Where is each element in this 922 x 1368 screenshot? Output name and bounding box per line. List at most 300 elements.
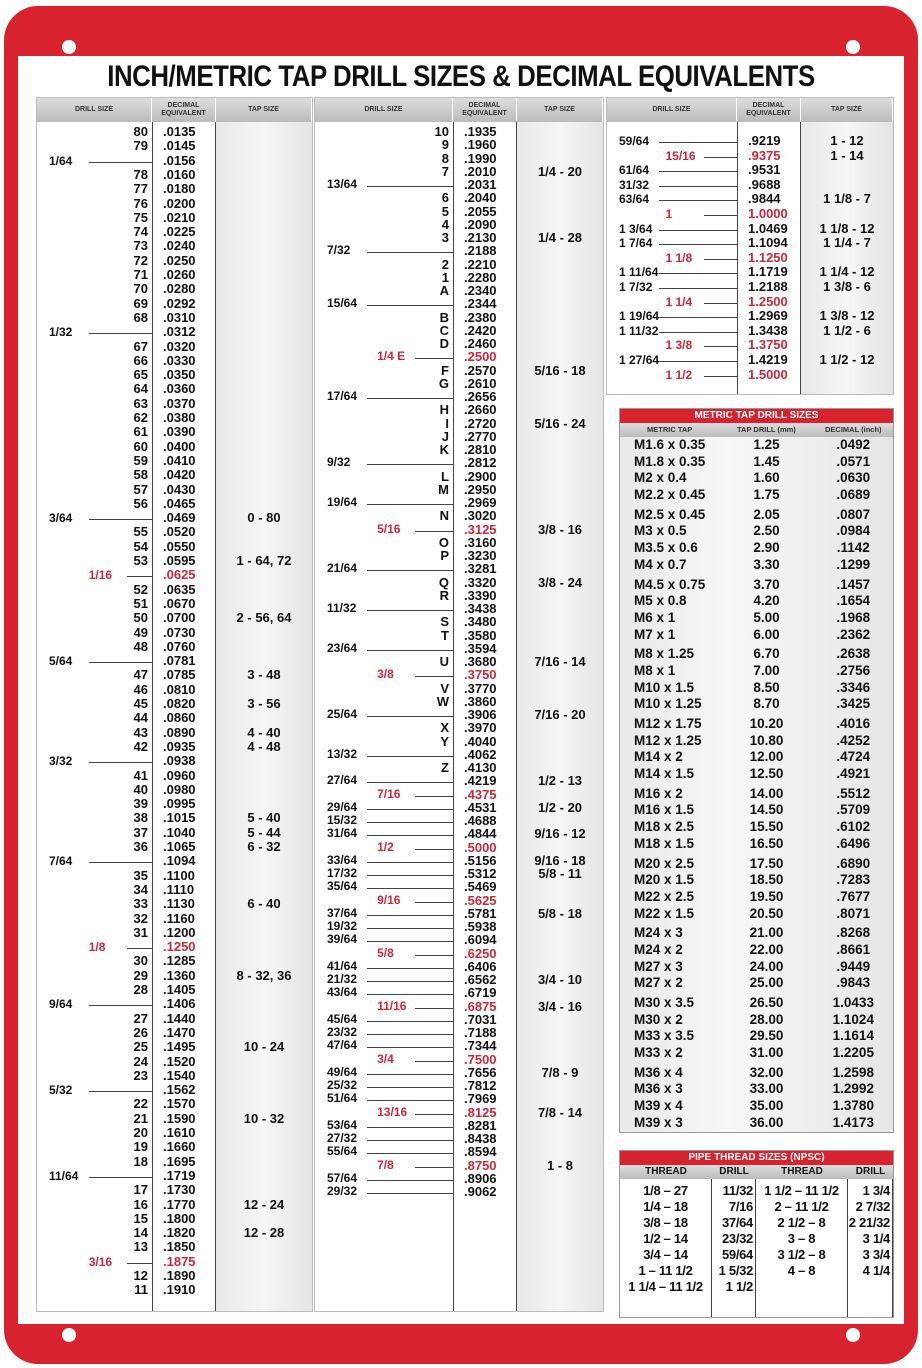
drill-size-label: T <box>441 627 449 643</box>
drill-size-label: 76 <box>133 195 148 211</box>
drill-size-label: 67 <box>133 338 148 354</box>
decimal-inch: .0492 <box>836 437 871 452</box>
metric-row <box>620 1115 893 1132</box>
tap-size-value: 0 - 80 <box>247 510 281 526</box>
metric-tap: M39 x 3 <box>634 1114 683 1130</box>
metric-row <box>620 487 893 504</box>
metric-row <box>620 557 893 574</box>
decimal-value: .2031 <box>464 177 497 192</box>
decimal-value: .1935 <box>464 124 497 139</box>
decimal-value: .3020 <box>464 508 497 524</box>
drill-size-label: 1/64 <box>49 153 73 168</box>
header-drill: DRILL SIZE <box>315 98 453 122</box>
drill-size-label: 13/64 <box>327 177 358 191</box>
metric-row <box>620 437 893 454</box>
metric-col-header: METRIC TAP <box>646 425 693 434</box>
decimal-value: .2380 <box>464 309 497 325</box>
tap-drill-mm: 10.80 <box>749 732 784 748</box>
drill-size-label: X <box>440 720 449 736</box>
decimal-value: 1.0469 <box>748 220 788 236</box>
metric-row <box>620 610 893 627</box>
decimal-value: 1.1250 <box>748 249 788 265</box>
decimal-value: .0145 <box>163 138 196 154</box>
tap-drill-mm: 10.20 <box>749 716 784 731</box>
decimal-inch: 1.0433 <box>832 995 874 1010</box>
mount-hole <box>846 1328 860 1342</box>
drill-size-label: 48 <box>133 638 148 654</box>
decimal-value: .0380 <box>163 410 196 425</box>
decimal-inch: .4252 <box>836 732 871 748</box>
decimal-value: .0625 <box>163 567 196 583</box>
decimal-value: .0465 <box>163 495 196 511</box>
drill-size-label: 5/32 <box>49 1083 73 1098</box>
drill-size-label: 5/16 <box>377 521 401 536</box>
decimal-value: .5938 <box>464 919 497 934</box>
decimal-value: .1990 <box>464 150 497 166</box>
tap-size-value: 1/2 - 20 <box>537 799 583 815</box>
decimal-value: .1540 <box>163 1067 196 1083</box>
decimal-value: .0670 <box>163 595 196 611</box>
decimal-value: .1610 <box>163 1125 196 1140</box>
decimal-value: .4375 <box>464 786 497 802</box>
metric-tap: M30 x 3.5 <box>634 995 695 1010</box>
drill-size-label: 15/16 <box>665 148 696 163</box>
drill-size-label: 70 <box>133 281 148 297</box>
pipe-drill: 4 1/4 <box>862 1263 890 1278</box>
drill-group-1 <box>36 97 313 1312</box>
drill-size-label: 1 1/8 <box>665 250 693 265</box>
pipe-thread: 1 1/2 – 11 1/2 <box>764 1183 839 1198</box>
drill-size-label: 57 <box>133 481 148 497</box>
tap-drill-mm: 36.00 <box>749 1114 784 1130</box>
drill-size-label: 7/16 <box>377 786 401 801</box>
decimal-inch: .1299 <box>836 556 871 572</box>
header-decimal: DECIMAL EQUIVALENT <box>737 98 801 122</box>
drill-size-label: W <box>436 693 449 709</box>
decimal-value: .1360 <box>163 967 196 983</box>
tap-drill-mm: 2.50 <box>753 523 780 539</box>
tap-drill-mm: 18.50 <box>749 872 784 888</box>
decimal-value: .1470 <box>163 1024 196 1040</box>
drill-size-label: 5 <box>441 203 449 219</box>
tap-drill-mm: 21.00 <box>749 925 784 941</box>
drill-size-label: 29/32 <box>327 1184 358 1198</box>
drill-size-label: 1 <box>441 269 449 285</box>
metric-tap: M18 x 1.5 <box>634 835 695 851</box>
drill-size-label: 36 <box>133 839 148 854</box>
column-header <box>315 98 603 122</box>
drill-size-label: N <box>439 508 449 524</box>
tap-drill-mm: 2.05 <box>753 506 780 522</box>
decimal-inch: .5709 <box>836 802 871 818</box>
metric-row <box>620 819 893 836</box>
metric-row <box>620 696 893 713</box>
metric-tap: M33 x 2 <box>634 1045 683 1061</box>
decimal-value: .1562 <box>163 1082 196 1098</box>
decimal-value: .8906 <box>464 1170 497 1186</box>
drill-size-label: 35 <box>133 867 148 883</box>
drill-size-label: 59 <box>133 452 148 468</box>
tap-drill-mm: 14.50 <box>749 802 784 818</box>
drill-size-label: 1/8 <box>88 940 106 955</box>
drill-size-label: L <box>441 468 449 484</box>
tap-drill-mm: 25.00 <box>749 975 784 991</box>
metric-row <box>620 975 893 992</box>
pipe-drill: 1 3/4 <box>862 1183 890 1198</box>
decimal-value: .1660 <box>163 1139 196 1155</box>
tap-size-column <box>801 122 893 394</box>
decimal-value: .4130 <box>464 760 497 775</box>
decimal-value: .8281 <box>464 1117 497 1133</box>
tap-drill-mm: 1.60 <box>753 470 780 486</box>
metric-row <box>620 872 893 889</box>
decimal-value: .3281 <box>464 561 497 577</box>
decimal-value: .6719 <box>464 985 497 1001</box>
metric-row <box>620 836 893 853</box>
decimal-value: .0700 <box>163 610 196 626</box>
decimal-value: .1250 <box>163 939 196 955</box>
tap-size-value: 7/16 - 20 <box>534 707 586 722</box>
drill-size-label: Q <box>438 574 449 590</box>
drill-size-label: 29/64 <box>327 799 358 814</box>
drill-size-label: 25/32 <box>327 1078 358 1092</box>
drill-size-label: 63 <box>133 395 148 411</box>
metric-row <box>620 733 893 750</box>
drill-size-label: 17/32 <box>327 866 358 880</box>
decimal-inch: .0984 <box>836 523 871 539</box>
table-body <box>607 122 893 394</box>
drill-size-label: 43/64 <box>327 985 358 1000</box>
decimal-value: .0160 <box>163 166 196 182</box>
decimal-value: .0860 <box>163 710 196 726</box>
decimal-value: 1.3438 <box>748 322 788 338</box>
tap-drill-mm: 4.20 <box>753 593 780 609</box>
drill-size-label: 3/4 <box>377 1051 394 1066</box>
metric-row <box>620 802 893 819</box>
decimal-value: .9531 <box>748 162 781 178</box>
pipe-drill: 7/16 <box>728 1199 753 1214</box>
decimal-value: .1405 <box>163 982 196 997</box>
mount-hole <box>846 40 860 54</box>
pipe-col-header: DRILL <box>719 1166 749 1177</box>
decimal-value: .0595 <box>163 553 196 568</box>
metric-tap: M14 x 2 <box>634 749 683 765</box>
tap-size-value: 7/8 - 9 <box>541 1064 579 1080</box>
tap-drill-mm: 2.90 <box>753 540 780 556</box>
header-drill: DRILL SIZE <box>607 98 737 122</box>
decimal-value: .1285 <box>163 953 196 969</box>
decimal-value: .6094 <box>464 932 497 948</box>
metric-tap: M20 x 2.5 <box>634 855 695 871</box>
decimal-value: .0135 <box>163 124 196 139</box>
decimal-value: .3160 <box>464 534 497 550</box>
metric-row <box>620 523 893 540</box>
drill-size-label: 43 <box>133 724 148 740</box>
decimal-value: 1.2969 <box>748 308 788 324</box>
tap-size-value: 3 - 48 <box>247 667 281 683</box>
drill-size-label: 23/32 <box>327 1025 358 1039</box>
drill-size-label: 27 <box>133 1010 148 1026</box>
decimal-value: .0938 <box>163 753 196 769</box>
drill-size-label: 23/64 <box>327 640 358 655</box>
pipe-thread-column <box>756 1179 848 1317</box>
pipe-thread: 1/8 – 27 <box>643 1183 688 1198</box>
drill-size-label: 27/32 <box>327 1131 358 1145</box>
drill-size-label: 31/64 <box>327 826 358 841</box>
decimal-value: .6875 <box>464 998 497 1014</box>
decimal-value: .2610 <box>464 375 497 391</box>
decimal-value: .6406 <box>464 958 497 974</box>
decimal-value: .0350 <box>163 367 196 383</box>
drill-size-label: 22 <box>133 1096 148 1112</box>
decimal-inch: .1457 <box>836 576 871 592</box>
decimal-value: .1875 <box>163 1253 196 1269</box>
decimal-value: .4531 <box>464 799 497 815</box>
metric-body <box>620 437 893 1132</box>
decimal-inch: .0571 <box>836 453 871 469</box>
page-title: INCH/METRIC TAP DRILL SIZES & DECIMAL EQUIVALENTS <box>107 60 815 93</box>
pipe-drill: 1 1/2 <box>725 1279 753 1294</box>
drill-size-label: 61/64 <box>619 163 650 178</box>
drill-size-label: 57/64 <box>327 1170 358 1185</box>
drill-size-label: 34 <box>133 881 148 897</box>
drill-size-label: 66 <box>133 352 148 368</box>
decimal-value: .2188 <box>464 243 497 259</box>
tap-size-value: 1 - 64, 72 <box>236 553 292 568</box>
decimal-inch: .6102 <box>836 819 871 835</box>
metric-tap: M2 x 0.4 <box>634 470 687 486</box>
decimal-value: .7656 <box>464 1064 497 1080</box>
metric-tap: M6 x 1 <box>634 609 676 625</box>
decimal-value: .9688 <box>748 176 781 192</box>
drill-size-label: 25/64 <box>327 707 358 721</box>
tap-drill-mm: 31.00 <box>749 1045 784 1061</box>
decimal-value: .3680 <box>464 654 497 669</box>
decimal-value: .3906 <box>464 707 497 722</box>
column-header <box>37 98 312 122</box>
drill-size-label: 29 <box>133 967 148 983</box>
metric-row <box>620 766 893 783</box>
pipe-drill-column <box>712 1179 756 1317</box>
metric-header <box>620 423 893 437</box>
decimal-inch: 1.1024 <box>832 1011 874 1027</box>
decimal-value: .2010 <box>464 163 497 179</box>
decimal-value: .1590 <box>163 1110 196 1126</box>
tap-size-value: 1 1/8 - 12 <box>819 220 875 236</box>
drill-size-label: 1 1/4 <box>665 294 693 309</box>
decimal-value: .0469 <box>163 510 196 526</box>
metric-tap: M24 x 2 <box>634 941 683 957</box>
drill-size-label: 38 <box>133 810 148 826</box>
metric-tap: M39 x 4 <box>634 1098 683 1114</box>
metric-table <box>619 408 894 1133</box>
drill-size-label: 13/16 <box>377 1104 408 1119</box>
pipe-drill: 2 7/32 <box>855 1199 890 1214</box>
drill-size-label: 31/32 <box>619 177 650 192</box>
metric-tap: M4.5 x 0.75 <box>634 576 706 592</box>
drill-size-label: R <box>439 587 449 603</box>
pipe-drill: 11/32 <box>722 1183 753 1198</box>
drill-size-label: 47 <box>133 667 148 683</box>
mount-hole <box>62 1328 76 1342</box>
decimal-value: .3390 <box>464 587 497 603</box>
decimal-inch: .6496 <box>836 835 871 851</box>
metric-row <box>620 540 893 557</box>
drill-size-label: 3/16 <box>88 1254 113 1269</box>
drill-size-label: S <box>440 614 449 630</box>
tap-drill-mm: 1.25 <box>753 437 780 452</box>
decimal-value: .0410 <box>163 452 196 468</box>
drill-size-label: 62 <box>133 410 148 425</box>
drill-size-label: 69 <box>133 295 148 311</box>
pipe-drill: 3 1/4 <box>862 1231 890 1246</box>
drill-size-label: 28 <box>133 982 148 997</box>
drill-size-label: 9 <box>441 137 449 153</box>
decimal-value: .4844 <box>464 826 497 842</box>
metric-tap: M8 x 1.25 <box>634 646 695 662</box>
decimal-value: .1406 <box>163 996 196 1012</box>
decimal-value: .9375 <box>748 147 781 163</box>
decimal-value: .1730 <box>163 1182 196 1198</box>
header-drill: DRILL SIZE <box>37 98 152 122</box>
drill-size-label: 56 <box>133 495 148 511</box>
decimal-value: .1570 <box>163 1096 196 1112</box>
decimal-value: .0390 <box>163 424 196 440</box>
metric-row <box>620 1028 893 1045</box>
decimal-value: .2420 <box>464 322 497 338</box>
decimal-value: .0312 <box>163 324 196 340</box>
drill-size-label: 9/64 <box>49 997 73 1012</box>
decimal-inch: 1.2992 <box>832 1081 874 1097</box>
metric-row <box>620 889 893 906</box>
decimal-value: .2900 <box>464 468 497 484</box>
tap-drill-mm: 28.00 <box>749 1011 784 1027</box>
decimal-value: 1.1719 <box>748 264 788 280</box>
decimal-value: .7031 <box>464 1011 497 1027</box>
decimal-value: .0310 <box>163 309 196 325</box>
decimal-value: .8438 <box>464 1131 497 1146</box>
decimal-value: .3125 <box>464 521 497 537</box>
pipe-thread: 1 1/4 – 11 1/2 <box>628 1279 703 1294</box>
drill-size-label: 53/64 <box>327 1117 358 1132</box>
drill-size-label: 73 <box>133 238 148 254</box>
drill-size-label: 8 <box>441 150 449 166</box>
decimal-value: .0890 <box>163 724 196 740</box>
decimal-value: .3750 <box>464 667 497 683</box>
drill-size-label: 51 <box>133 595 148 611</box>
decimal-value: .3594 <box>464 640 497 656</box>
decimal-value: .2500 <box>464 349 497 365</box>
decimal-value: .0935 <box>163 738 196 754</box>
decimal-value: .1160 <box>163 910 195 926</box>
decimal-inch: .8268 <box>836 925 871 941</box>
decimal-value: .4688 <box>464 813 497 828</box>
decimal-value: .1015 <box>163 810 196 826</box>
metric-tap: M33 x 3.5 <box>634 1028 695 1044</box>
metric-row <box>620 646 893 663</box>
decimal-value: .1040 <box>163 824 196 840</box>
drill-size-label: G <box>438 375 449 391</box>
drill-size-label: 11/32 <box>327 601 357 615</box>
drill-size-label: 19 <box>133 1139 148 1155</box>
drill-size-label: 11/64 <box>49 1168 79 1183</box>
drill-size-label: 14 <box>133 1225 148 1241</box>
decimal-inch: .0689 <box>836 487 871 503</box>
metric-tap: M30 x 2 <box>634 1011 683 1027</box>
drill-size-label: 3/32 <box>49 754 73 769</box>
tap-size-value: 5 - 44 <box>247 824 281 840</box>
drill-size-label: 35/64 <box>327 879 358 894</box>
decimal-value: .0320 <box>163 338 196 354</box>
decimal-value: .0995 <box>163 796 196 812</box>
decimal-value: .3320 <box>464 574 497 590</box>
tap-size-value: 8 - 32, 36 <box>236 967 292 983</box>
tap-size-value: 3 - 56 <box>247 696 281 711</box>
decimal-value: .1495 <box>163 1039 196 1055</box>
decimal-value: .9844 <box>748 191 781 207</box>
drill-size-label: 80 <box>133 124 148 139</box>
metric-row <box>620 716 893 733</box>
tap-size-column <box>216 122 312 1311</box>
drill-size-label: 52 <box>133 581 148 597</box>
decimal-inch: .9449 <box>836 958 871 974</box>
tap-size-value: 10 - 24 <box>243 1039 285 1055</box>
decimal-value: .1770 <box>163 1196 196 1212</box>
metric-row <box>620 925 893 942</box>
drill-size-label: 33/64 <box>327 852 358 867</box>
decimal-value: .0760 <box>163 638 196 654</box>
decimal-inch: .7677 <box>836 888 871 904</box>
metric-tap: M27 x 2 <box>634 975 683 991</box>
decimal-value: .0980 <box>163 781 196 797</box>
metric-tap: M16 x 1.5 <box>634 802 695 818</box>
decimal-value: .8594 <box>464 1144 497 1160</box>
drill-size-label: 39/64 <box>327 932 358 947</box>
drill-size-column <box>315 122 453 1311</box>
metric-row <box>620 454 893 471</box>
tap-size-value: 1 - 12 <box>830 133 864 148</box>
drill-size-label: 1 <box>665 207 673 221</box>
drill-size-label: 32 <box>133 910 148 926</box>
drill-size-label: 42 <box>133 738 148 754</box>
tap-size-value: 5/8 - 18 <box>537 905 583 921</box>
tap-size-value: 12 - 24 <box>243 1196 285 1212</box>
decimal-inch: .1654 <box>836 593 871 609</box>
drill-size-label: 46 <box>133 681 148 697</box>
drill-size-label: 77 <box>133 181 148 197</box>
pipe-thread-table <box>619 1150 894 1318</box>
drill-size-label: 1 7/32 <box>619 280 653 294</box>
decimal-value: .4040 <box>464 733 497 749</box>
drill-size-label: 13/32 <box>327 746 358 761</box>
decimal-column <box>737 122 801 394</box>
decimal-value: .5469 <box>464 879 497 895</box>
decimal-value: .0730 <box>163 624 196 640</box>
decimal-value: .1130 <box>163 896 195 912</box>
pipe-thread: 3 – 8 <box>787 1231 816 1246</box>
metric-tap: M22 x 1.5 <box>634 905 695 921</box>
metric-row <box>620 470 893 487</box>
metric-tap: M1.8 x 0.35 <box>634 453 706 469</box>
drill-size-label: 1 7/64 <box>619 236 653 251</box>
drill-size-label: 1/2 <box>377 839 394 854</box>
drill-size-label: 79 <box>133 138 148 154</box>
decimal-value: .7188 <box>464 1025 497 1040</box>
drill-size-label: 63/64 <box>619 192 650 207</box>
tap-size-value: 5 - 40 <box>247 810 281 826</box>
decimal-value: .5156 <box>464 852 497 868</box>
drill-size-label: 19/32 <box>327 919 358 933</box>
